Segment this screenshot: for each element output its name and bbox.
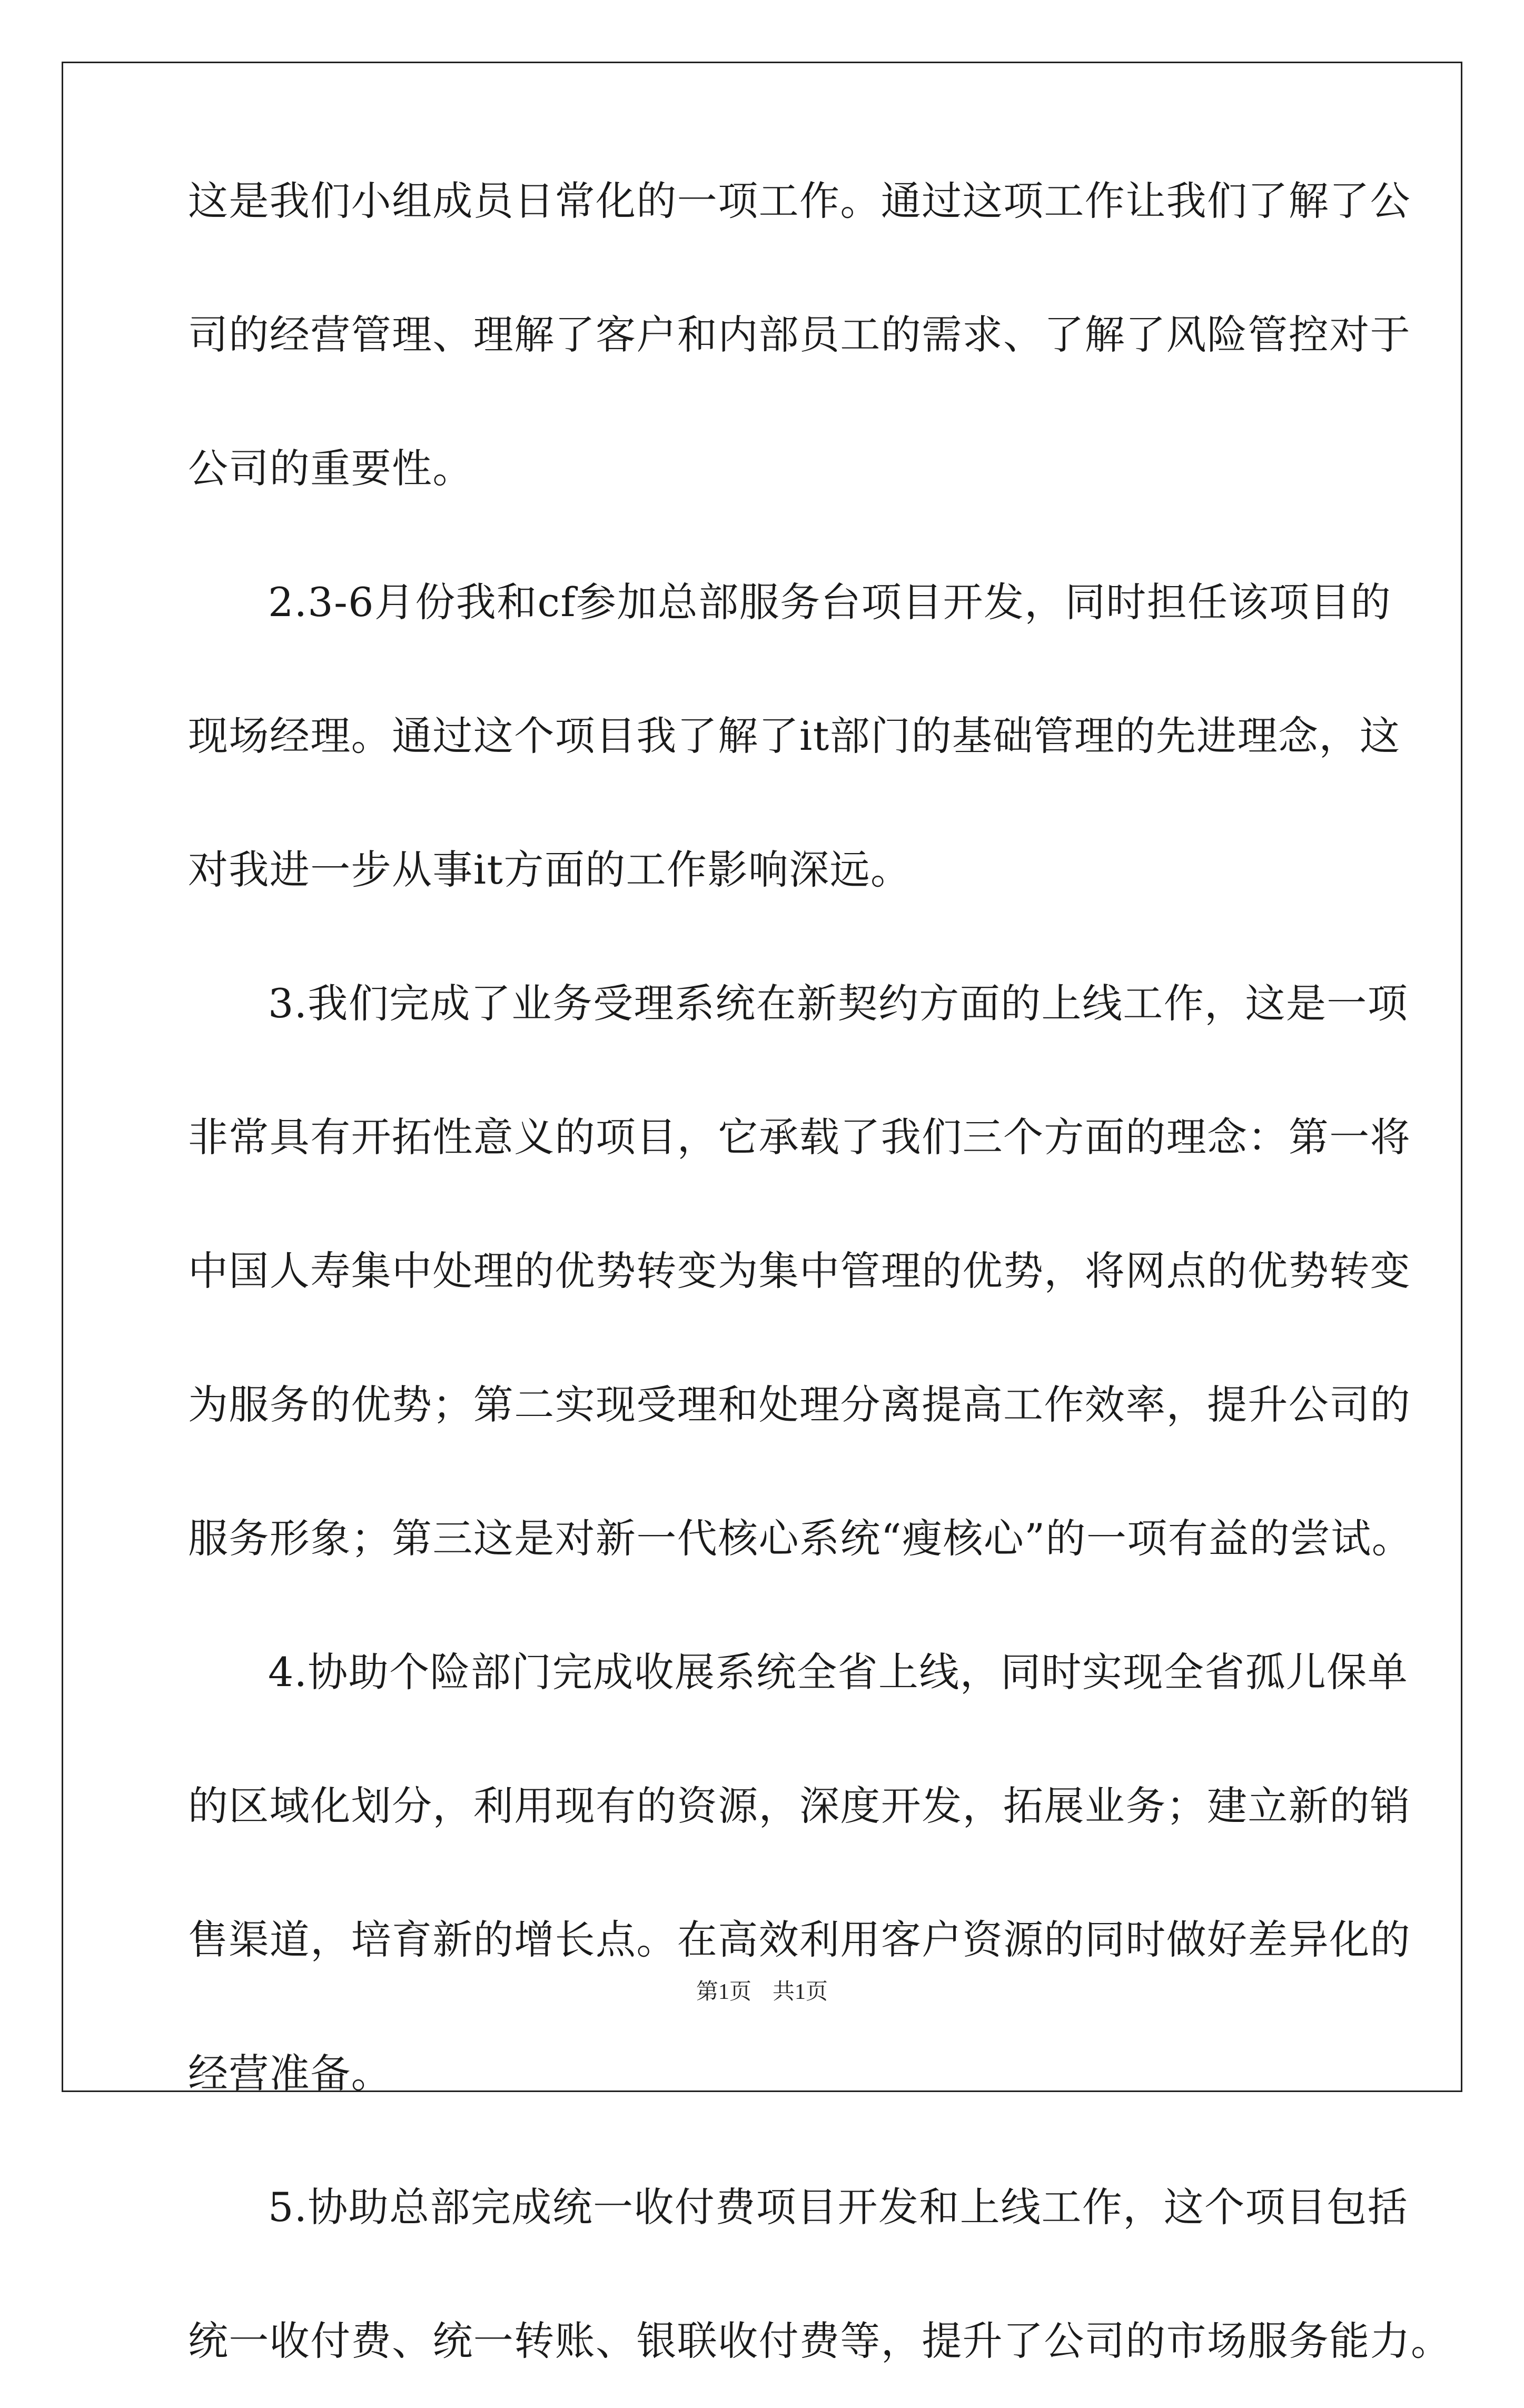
text-line: 3.我们完成了业务受理系统在新契约方面的上线工作，这是一项	[268, 980, 1409, 1027]
text-line: 这是我们小组成员日常化的一项工作。通过这项工作让我们了解了公	[188, 177, 1411, 224]
text-line: 服务形象；第三这是对新一代核心系统“瘦核心”的一项有益的尝试。	[188, 1515, 1413, 1562]
text-line: 4.协助个险部门完成收展系统全省上线，同时实现全省孤儿保单	[268, 1649, 1409, 1696]
text-line: 5.协助总部完成统一收付费项目开发和上线工作，这个项目包括	[268, 2184, 1409, 2231]
text-line: 经营准备。	[188, 2050, 392, 2097]
text-line: 统一收付费、统一转账、银联收付费等，提升了公司的市场服务能力。	[188, 2317, 1452, 2364]
text-line: 2.3-6月份我和cf参加总部服务台项目开发，同时担任该项目的	[268, 579, 1391, 626]
text-line: 司的经营管理、理解了客户和内部员工的需求、了解了风险管控对于	[188, 311, 1411, 358]
text-line: 公司的重要性。	[188, 445, 473, 492]
page-footer	[0, 1976, 1524, 2008]
text-line: 的区域化划分，利用现有的资源，深度开发，拓展业务；建立新的销	[188, 1782, 1411, 1829]
text-line: 对我进一步从事it方面的工作影响深远。	[188, 846, 912, 893]
text-line: 现场经理。通过这个项目我了解了it部门的基础管理的先进理念，这	[188, 712, 1401, 759]
text-line: 为服务的优势；第二实现受理和处理分离提高工作效率，提升公司的	[188, 1381, 1411, 1428]
page-number: 第1页	[696, 1980, 751, 2004]
page-total: 共1页	[773, 1980, 828, 2004]
text-line: 非常具有开拓性意义的项目，它承载了我们三个方面的理念：第一将	[188, 1114, 1411, 1161]
text-line: 中国人寿集中处理的优势转变为集中管理的优势，将网点的优势转变	[188, 1247, 1411, 1294]
text-line: 售渠道，培育新的增长点。在高效利用客户资源的同时做好差异化的	[188, 1916, 1411, 1963]
